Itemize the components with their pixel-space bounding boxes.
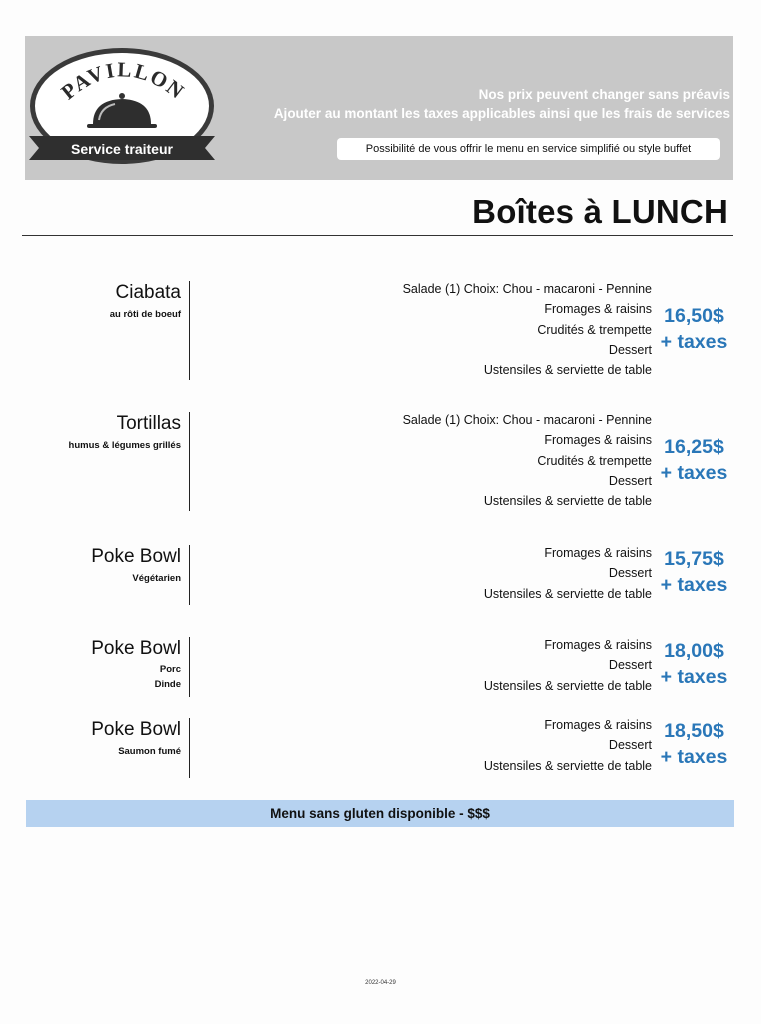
item-contents: Fromages & raisins Dessert Ustensiles & serviette de table — [483, 718, 652, 773]
item-name: Poke Bowl — [91, 546, 181, 567]
gluten-free-banner: Menu sans gluten disponible - $$$ — [26, 800, 734, 827]
item-price: 18,00$ + taxes — [660, 640, 728, 688]
service-offer: Possibilité de vous offrir le menu en service simplifié ou style buffet — [337, 138, 720, 160]
page-title: Boîtes à LUNCH — [472, 193, 728, 230]
item-sub: humus & légumes grillés — [68, 440, 181, 451]
item-sub: Végétarien — [132, 573, 181, 584]
item-name: Poke Bowl — [91, 638, 181, 659]
item-sub: Dinde — [154, 679, 181, 690]
header-banner — [25, 36, 733, 180]
svg-text:PAVILLON: PAVILLON — [56, 57, 190, 105]
item-name: Ciabata — [115, 282, 181, 303]
price-notice — [274, 85, 730, 123]
item-divider — [189, 412, 190, 511]
item-price: 18,50$ + taxes — [660, 720, 728, 768]
item-price: 16,50$ + taxes — [660, 305, 728, 353]
item-contents: Fromages & raisins Dessert Ustensiles & serviette de table — [483, 546, 652, 601]
item-contents: Fromages & raisins Dessert Ustensiles & serviette de table — [483, 638, 652, 693]
item-sub: Saumon fumé — [118, 746, 181, 757]
item-name: Poke Bowl — [91, 719, 181, 740]
item-price: 16,25$ + taxes — [660, 436, 728, 484]
item-name: Tortillas — [116, 413, 181, 434]
item-price: 15,75$ + taxes — [660, 548, 728, 596]
footer-date: 2022-04-29 — [365, 980, 396, 986]
notice-line: Ajouter au montant les taxes applicables ainsi que les frais de services — [273, 106, 730, 121]
notice-line: Nos prix peuvent changer sans préavis — [478, 87, 730, 102]
item-contents: Salade (1) Choix: Chou - macaroni - Pennine Fromages & raisins Crudités & trempette Dessert Ustensiles & serviette de table — [402, 413, 652, 509]
item-divider — [189, 281, 190, 380]
item-divider — [189, 545, 190, 605]
item-contents: Salade (1) Choix: Chou - macaroni - Pennine Fromages & raisins Crudités & trempette Dessert Ustensiles & serviette de table — [402, 282, 652, 378]
item-divider — [189, 637, 190, 697]
title-divider — [22, 235, 733, 236]
item-divider — [189, 718, 190, 778]
pavillon-logo — [27, 44, 217, 172]
item-sub: Porc — [159, 664, 181, 675]
item-sub: au rôti de boeuf — [109, 309, 181, 320]
svg-text:Service traiteur: Service traiteur — [71, 141, 173, 157]
